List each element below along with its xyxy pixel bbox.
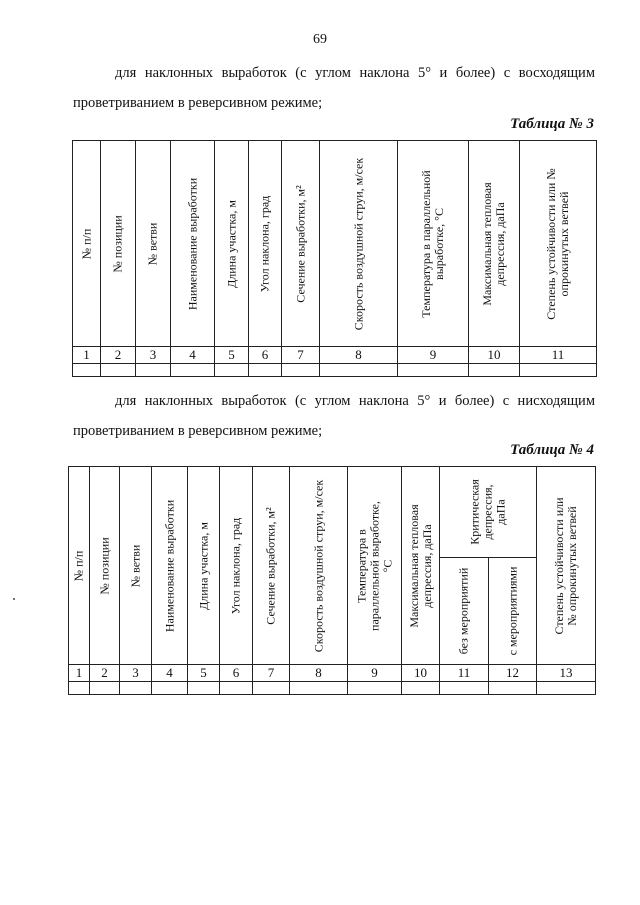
table-4-number-cell: 3: [120, 665, 152, 682]
table-3-empty-cell: [469, 364, 520, 377]
table-4-empty-cell: [537, 682, 596, 695]
paragraph-1: [73, 58, 595, 118]
table-3-number-cell: 9: [398, 347, 469, 364]
table-4-empty-cell: [220, 682, 253, 695]
table-4-empty-cell: [120, 682, 152, 695]
table-4-number-cell: 13: [537, 665, 596, 682]
table-3-header-label: Максимальная тепловая депрессия, даПа: [480, 181, 507, 306]
table-3-caption: Таблица № 3: [510, 116, 594, 132]
table-4-header-label: Максимальная тепловая депрессия, даПа: [406, 503, 434, 628]
table-4-empty-cell: [152, 682, 188, 695]
table-4-header-label: Длина участка, м: [196, 521, 210, 610]
table-4-header-cell: [120, 467, 152, 665]
table-3-number-cell: 2: [101, 347, 136, 364]
table-4-header-cell: [69, 467, 90, 665]
table-4-header-cell: [402, 467, 440, 665]
table-4-header-cell: [537, 467, 596, 665]
table-3-header-cell: [282, 141, 320, 347]
table-4-header-cell: [152, 467, 188, 665]
table-3-empty-cell: [520, 364, 597, 377]
table-4-empty-cell: [348, 682, 402, 695]
table-3-number-cell: 11: [520, 347, 597, 364]
table-4-empty-cell: [188, 682, 220, 695]
table-4-header-label: Скорость воздушной струи, м/сек: [311, 479, 325, 652]
table-3-number-cell: 7: [282, 347, 320, 364]
table-3-empty-cell: [282, 364, 320, 377]
table-3-number-cell: 6: [249, 347, 282, 364]
table-4-number-cell: 7: [253, 665, 290, 682]
table-3-number-row: [73, 347, 597, 364]
table-4-header-cell: [188, 467, 220, 665]
table-4-header-cell: [253, 467, 290, 665]
table-4-number-cell: 10: [402, 665, 440, 682]
table-3-empty-cell: [171, 364, 215, 377]
table-4-number-cell: 9: [348, 665, 402, 682]
table-3-header-cell: [320, 141, 398, 347]
table-3-header-label: Наименование выработки: [185, 177, 199, 310]
table-3-header-label: Угол наклона, град: [257, 195, 272, 292]
table-3-header-cell: [136, 141, 171, 347]
table-3-number-cell: 10: [469, 347, 520, 364]
table-4-empty-cell: [90, 682, 120, 695]
table-4-empty-row: [69, 682, 596, 695]
table-3-header-label: Сечение выработки, м²: [293, 184, 307, 303]
table-3-empty-row: [73, 364, 597, 377]
paragraph-2: [73, 386, 595, 446]
table-3-number-cell: 3: [136, 347, 171, 364]
table-3: [72, 140, 597, 377]
table-3-header-cell: [469, 141, 520, 347]
paragraph-2-line-2: проветриванием в реверсивном режиме;: [73, 423, 323, 439]
table-3-header-label: Температура в параллельной выработке, °С: [419, 169, 446, 318]
table-4-header-label: Угол наклона, град: [228, 517, 243, 614]
table-3-header-label: № позиции: [110, 214, 125, 273]
table-4-header-label: № позиции: [97, 536, 111, 595]
table-4-number-cell: 8: [290, 665, 348, 682]
table-3-empty-cell: [215, 364, 249, 377]
table-4-number-cell: 12: [489, 665, 537, 682]
table-4-empty-cell: [440, 682, 489, 695]
table-4-header-label: Критическая депрессия, даПа: [467, 479, 508, 545]
table-4-header-label: Сечение выработки, м²: [263, 506, 278, 625]
table-3-empty-cell: [101, 364, 136, 377]
table-4-number-row: [69, 665, 596, 682]
table-4-header-label: Температура в параллельной выработке, °С: [354, 500, 394, 631]
table-4-header-cell: [440, 558, 489, 665]
table-3-number-cell: 8: [320, 347, 398, 364]
table-3-header-label: Длина участка, м: [224, 199, 238, 288]
table-3-header-cell: [101, 141, 136, 347]
table-4-header-cell: [220, 467, 253, 665]
table-4-empty-cell: [69, 682, 90, 695]
table-3-header-cell: [249, 141, 282, 347]
table-4-header-label: № ветви: [128, 544, 142, 587]
paragraph-1-line-1: для наклонных выработок (с углом наклона 5° и более) с восходящим: [115, 65, 595, 81]
table-4-number-cell: 2: [90, 665, 120, 682]
table-3-number-cell: 1: [73, 347, 101, 364]
table-3-empty-cell: [73, 364, 101, 377]
table-3-header-label: № п/п: [79, 228, 93, 259]
table-4-empty-cell: [489, 682, 537, 695]
table-4-number-cell: 11: [440, 665, 489, 682]
table-4-header-row-1: [69, 467, 596, 558]
table-3-header-cell: [520, 141, 597, 347]
table-3-header-cell: [73, 141, 101, 347]
table-4-empty-cell: [253, 682, 290, 695]
table-4-header-label: Наименование выработки: [162, 499, 176, 632]
table-3-empty-cell: [398, 364, 469, 377]
table-4-header-label: № п/п: [71, 550, 86, 581]
scan-speck: [13, 598, 15, 600]
table-3-header-cell: [398, 141, 469, 347]
table-4-number-cell: 5: [188, 665, 220, 682]
table-3-header-cell: [171, 141, 215, 347]
table-3-header-label: Степень устойчивости или № опрокинутых ветвей: [544, 167, 571, 320]
table-4-header-label: без мероприятий: [456, 567, 471, 655]
table-3-header-cell: [215, 141, 249, 347]
table-4-header-cell: [290, 467, 348, 665]
table-4: [68, 466, 596, 695]
page-number: 69: [313, 32, 327, 47]
table-3-header-row: [73, 141, 597, 347]
table-3-empty-cell: [136, 364, 171, 377]
table-3-header-label: № ветви: [145, 222, 160, 265]
table-3-number-cell: 4: [171, 347, 215, 364]
table-4-number-cell: 1: [69, 665, 90, 682]
table-4-header-label: Степень устойчивости или № опрокинутых ветвей: [552, 496, 579, 635]
paragraph-2-line-1: для наклонных выработок (с углом наклона 5° и более) с нисходящим: [115, 393, 595, 409]
table-4-header-cell-critical: [440, 467, 537, 558]
table-4-header-label: с мероприятиями: [505, 566, 519, 656]
table-4-header-cell: [348, 467, 402, 665]
table-4-number-cell: 6: [220, 665, 253, 682]
table-3-empty-cell: [320, 364, 398, 377]
table-4-header-cell: [489, 558, 537, 665]
table-4-header-cell: [90, 467, 120, 665]
table-4-empty-cell: [290, 682, 348, 695]
table-4-caption: Таблица № 4: [510, 442, 594, 458]
table-4-number-cell: 4: [152, 665, 188, 682]
table-3-header-label: Скорость воздушной струи, м/сек: [351, 157, 365, 330]
paragraph-1-line-2: проветриванием в реверсивном режиме;: [73, 95, 323, 111]
table-4-empty-cell: [402, 682, 440, 695]
table-3-empty-cell: [249, 364, 282, 377]
table-3-number-cell: 5: [215, 347, 249, 364]
